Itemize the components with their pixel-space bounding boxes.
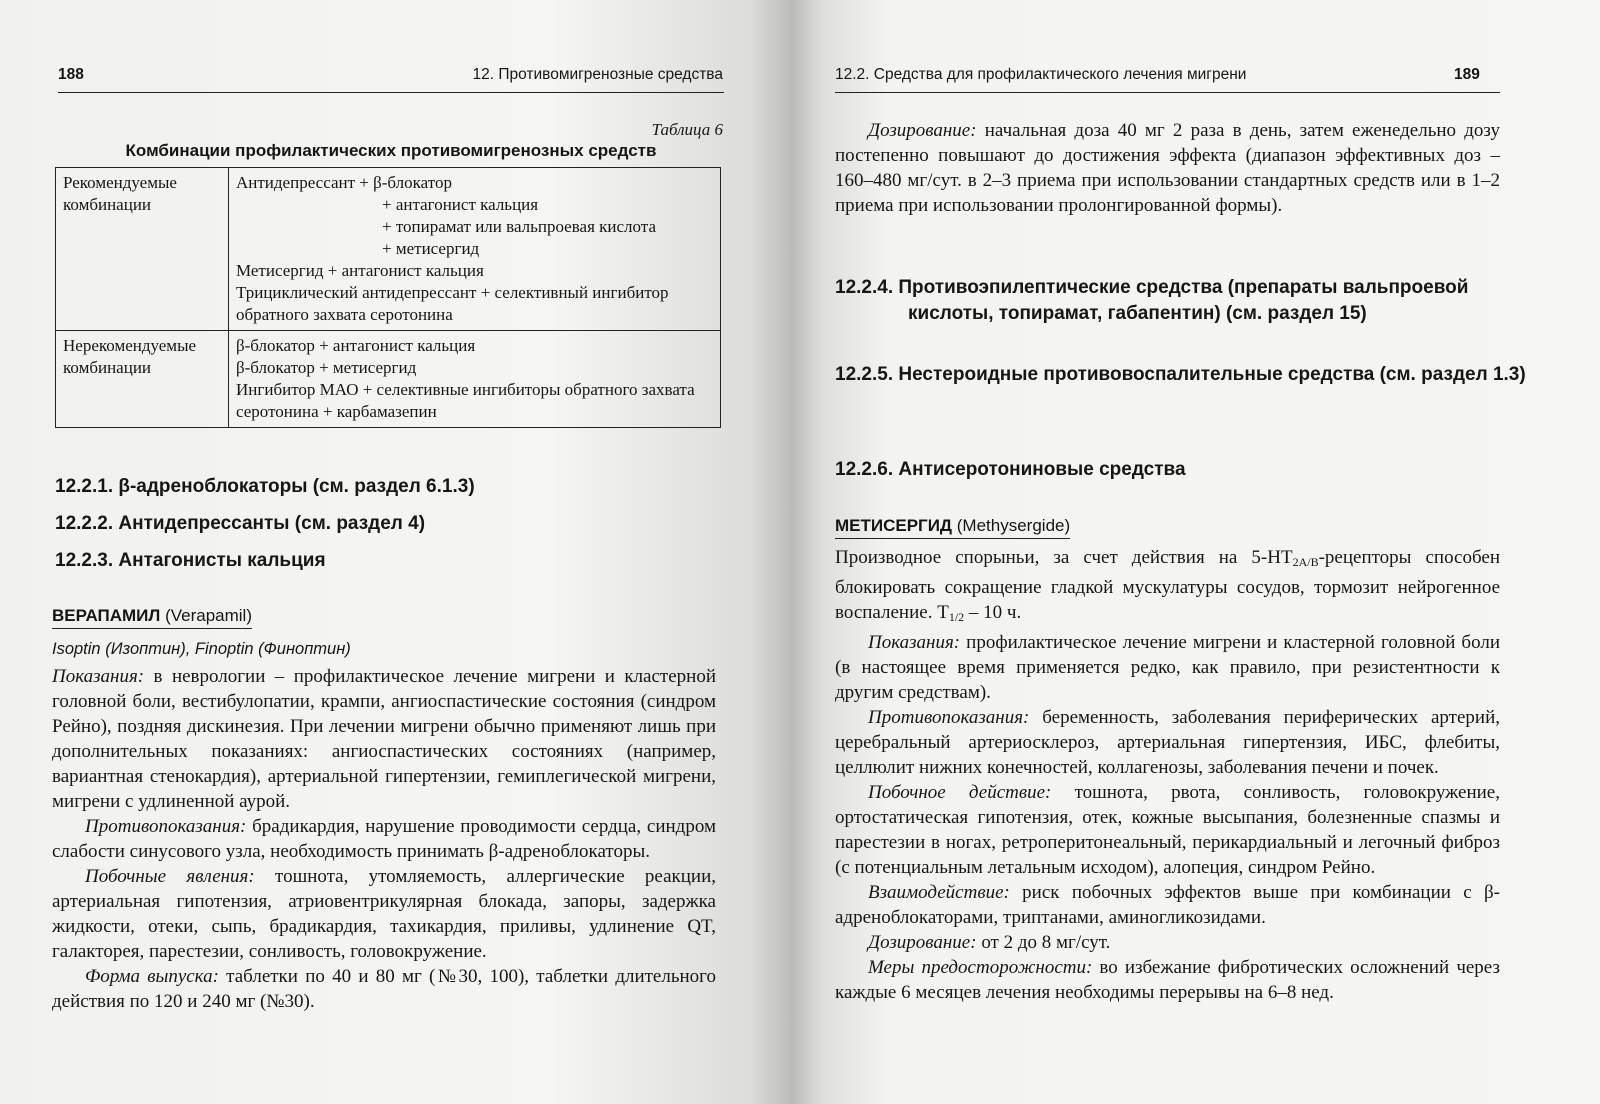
interaction-paragraph — [835, 880, 1500, 930]
paragraph-text: брадикардия, нарушение проводимости сердца, синдром слабости синусового узла, необходимость принимать β-адреноблокаторы. — [52, 816, 716, 862]
paragraph-label: Дозирование: — [868, 932, 977, 953]
paragraph-label: Показания: — [52, 666, 145, 687]
table-line: Ингибитор МАО + селективные ингибиторы обратного захвата серотонина + карбамазепин — [236, 380, 695, 421]
page-number: 188 — [58, 66, 84, 83]
paragraph-text: во избежание фибротических осложнений через каждые 6 месяцев лечения необходимы перерывы на 6–8 нед. — [835, 957, 1500, 1003]
paragraph-text: начальная доза 40 мг 2 раза в день, затем еженедельно дозу постепенно повышают до достижения эффекта (диапазон эффективных доз – 160–480 мг/сут. в 2–3 приема при использовании стандартных средств или в 1–2 приема при использовании пролонгированной формы). — [835, 120, 1500, 216]
table-line: β-блокатор + антагонист кальция — [236, 336, 476, 355]
receptor-subscript: 2A/B — [1292, 555, 1319, 569]
methysergide-text — [835, 545, 1500, 1005]
paragraph-text: от 2 до 8 мг/сут. — [976, 932, 1111, 953]
table-row — [56, 331, 721, 428]
right-page — [790, 0, 1600, 1104]
table-row — [56, 168, 721, 331]
table-line: β-блокатор + метисергид — [236, 358, 417, 377]
section-heading-12-2-1: 12.2.1. β-адреноблокаторы (см. раздел 6.1.3) — [55, 476, 475, 497]
running-head: 12. Противомигренозные средства — [472, 66, 723, 83]
header-rule — [835, 92, 1500, 93]
drug-heading-verapamil — [52, 606, 252, 629]
table-category-cell: Нерекомендуемые комбинации — [56, 331, 229, 428]
intro-text: -рецепторы способен блокировать сокращение гладкой мускулатуры сосудов, тормозит нейрогенное воспаление. T — [835, 547, 1501, 623]
table-label: Таблица 6 — [651, 120, 723, 139]
contraindications-paragraph — [835, 705, 1500, 780]
table-content-cell — [229, 331, 721, 428]
left-page — [0, 0, 790, 1104]
table-line: + метисергид — [382, 239, 480, 258]
paragraph-text: таблетки по 40 и 80 мг (№30, 100), таблетки длительного действия по 120 и 240 мг (№30). — [52, 966, 717, 1012]
paragraph-label: Меры предосторожности: — [868, 957, 1093, 978]
paragraph-label: Побочное действие: — [868, 782, 1052, 803]
paragraph-label: Форма выпуска: — [85, 966, 219, 987]
contraindications-paragraph — [52, 814, 716, 864]
table-category-cell: Рекомендуемые комбинации — [56, 168, 229, 331]
header-rule — [58, 92, 724, 93]
combinations-table — [55, 167, 721, 428]
dosing-paragraph — [835, 118, 1500, 218]
drug-name: ВЕРАПАМИЛ — [52, 606, 161, 625]
dosing-paragraph — [835, 930, 1500, 955]
paragraph-text: тошнота, рвота, сонливость, головокружение, ортостатическая гипотензия, отек, кожные высыпания, болезненные спазмы и парестезии в ногах, ретроперитонеальный, перикардиальный и легочный фиброз (с потенциальным летальным исходом), алопеция, синдром Рейно. — [835, 782, 1500, 878]
table-line: Антидепрессант + β-блокатор — [236, 173, 452, 192]
table-line: Трициклический антидепрессант + селективный ингибитор обратного захвата серотонина — [236, 283, 669, 324]
drug-heading-methysergide — [835, 516, 1070, 539]
dosing-text — [835, 118, 1500, 218]
paragraph-label: Дозирование: — [868, 120, 977, 141]
intro-paragraph — [835, 545, 1500, 630]
paragraph-text: беременность, заболевания периферических артерий, церебральный артериосклероз, артериальная гипертензия, ИБС, флебиты, целлюлит нижних конечностей, коллагенозы, заболевания печени и почек. — [835, 707, 1500, 778]
precautions-paragraph — [835, 955, 1500, 1005]
indications-paragraph — [52, 664, 716, 814]
running-head: 12.2. Средства для профилактического лечения мигрени — [835, 66, 1247, 83]
table-line: Метисергид + антагонист кальция — [236, 261, 484, 280]
release-form-paragraph — [52, 964, 716, 1014]
paragraph-label: Побочные явления: — [85, 866, 255, 887]
drug-name: МЕТИСЕРГИД — [835, 516, 953, 535]
side-effects-paragraph — [835, 780, 1500, 880]
drug-latin-name: (Verapamil) — [165, 606, 252, 625]
half-life-subscript: 1/2 — [948, 610, 965, 624]
section-heading-12-2-2: 12.2.2. Антидепрессанты (см. раздел 4) — [55, 513, 426, 534]
table-line: + антагонист кальция — [382, 195, 539, 214]
verapamil-text — [52, 664, 716, 1014]
section-heading-12-2-5: 12.2.5. Нестероидные противовоспалительные средства (см. раздел 1.3) — [835, 364, 1526, 385]
table-title: Комбинации профилактических противомигренозных средств — [125, 141, 657, 160]
trade-names: Isoptin (Изоптин), Finoptin (Финоптин) — [52, 640, 351, 658]
side-effects-paragraph — [52, 864, 716, 964]
paragraph-label: Показания: — [868, 632, 961, 653]
page-number: 189 — [1454, 66, 1480, 83]
intro-text: – 10 ч. — [964, 602, 1022, 623]
section-heading-12-2-6: 12.2.6. Антисеротониновые средства — [835, 459, 1186, 480]
paragraph-text: в неврологии – профилактическое лечение мигрени и кластерной головной боли, вестибулопатии, крампи, ангиоспастические состояния (синдром Рейно), поздняя дискинезия. При лечении мигрени обычно применяют лишь при дополнительных показаниях: ангиоспастических состояниях (например, вариантная стенокардия), артериальной гипертензии, гемиплегической мигрени, мигрени с удлиненной аурой. — [52, 666, 716, 812]
intro-text: Производное спорыньи, за счет действия на 5-HT — [835, 547, 1293, 568]
paragraph-text: риск побочных эффектов выше при комбинации с β-адреноблокаторами, триптанами, аминогликозидами. — [835, 882, 1500, 928]
drug-latin-name: (Methysergide) — [956, 516, 1071, 535]
paragraph-label: Противопоказания: — [85, 816, 247, 837]
section-heading-12-2-3: 12.2.3. Антагонисты кальция — [55, 550, 326, 571]
paragraph-label: Взаимодействие: — [868, 882, 1010, 903]
paragraph-text: профилактическое лечение мигрени и кластерной головной боли (в настоящее время применяется редко, как правило, при резистентности к другим средствам). — [835, 632, 1500, 703]
paragraph-text: тошнота, утомляемость, аллергические реакции, артериальная гипотензия, атриовентрикулярная блокада, запоры, задержка жидкости, отеки, сыпь, брадикардия, тахикардия, приливы, удлинение QT, галакторея, парестезии, сонливость, головокружение. — [52, 866, 716, 962]
table-line: + топирамат или вальпроевая кислота — [382, 217, 656, 236]
table-content-cell — [229, 168, 721, 331]
indications-paragraph — [835, 630, 1500, 705]
section-heading-12-2-4: 12.2.4. Противоэпилептические средства (препараты вальпроевой кислоты, топирамат, габапентин) (см. раздел 15) — [835, 277, 1469, 324]
paragraph-label: Противопоказания: — [868, 707, 1030, 728]
